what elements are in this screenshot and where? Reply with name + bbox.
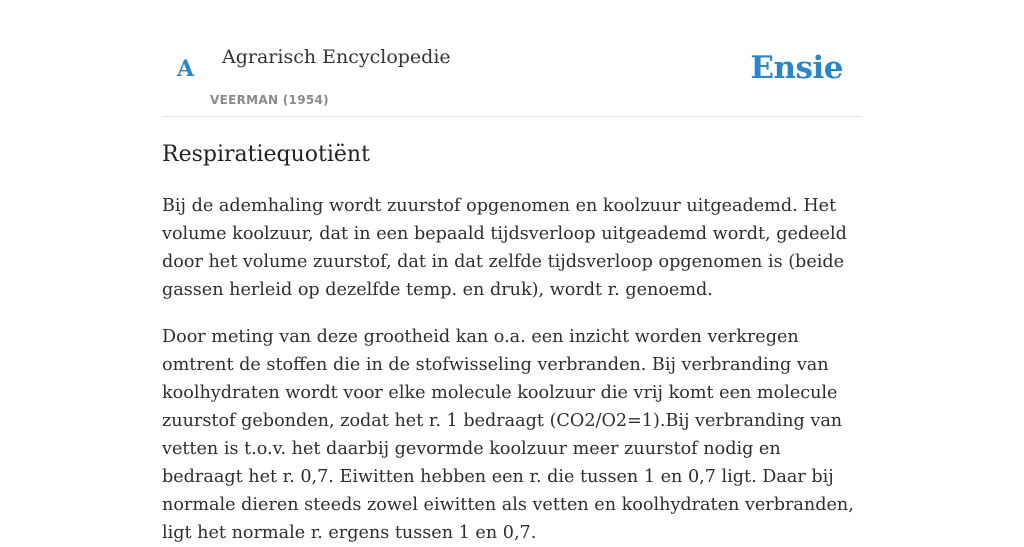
source-header — [162, 0, 862, 117]
article-paragraph: Bij de ademhaling wordt zuurstof opgenomen en koolzuur uitgeademd. Het volume koolzuur, dat in een bepaald tijdsverloop uitgeademd wordt, gedeeld door het volume zuurstof, dat in dat zelfde tijdsverloop opgenomen is (beide gassen herleid op dezelfde temp. en druk), wordt r. genoemd. — [162, 196, 847, 300]
brand-logo[interactable]: Ensie — [750, 50, 843, 86]
source-meta: VEERMAN (1954) — [210, 93, 329, 107]
article — [162, 140, 862, 547]
index-letter[interactable]: A — [177, 56, 195, 82]
page-title: Respiratiequotiënt — [162, 142, 370, 167]
source-title[interactable]: Agrarisch Encyclopedie — [222, 46, 451, 68]
article-paragraph: Door meting van deze grootheid kan o.a. een inzicht worden verkregen omtrent de stoffen die in de stofwisseling verbranden. Bij verbranding van koolhydraten wordt voor elke molecule koolzuur die vrij komt een molecule zuurstof gebonden, zodat het r. 1 bedraagt (CO2/O2=1).Bij verbranding van vetten is t.o.v. het daarbij gevormde koolzuur meer zuurstof nodig en bedraagt het r. 0,7. Eiwitten hebben een r. die tussen 1 en 0,7 ligt. Daar bij normale dieren steeds zowel eiwitten als vetten en koolhydraten verbranden, ligt het normale r. ergens tussen 1 en 0,7. — [162, 327, 854, 543]
